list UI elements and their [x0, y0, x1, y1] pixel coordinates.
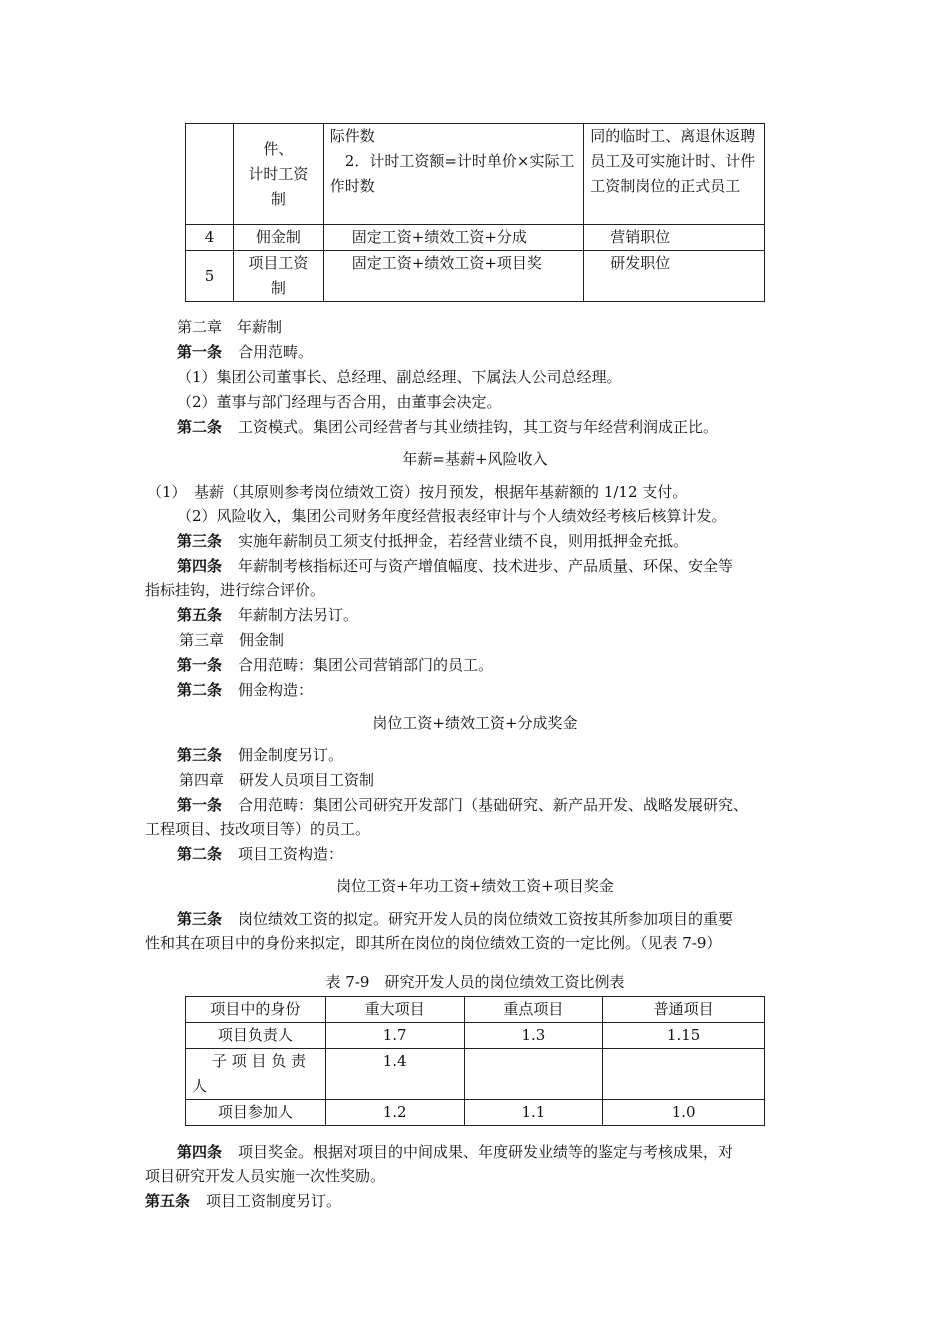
table-cell-scope: 研发职位 [584, 251, 765, 302]
list-item: （1）集团公司董事长、总经理、副总经理、下属法人公司总经理。 [177, 368, 622, 386]
table-cell-name [233, 251, 323, 302]
table-cell: 1.3 [464, 1023, 603, 1049]
article-label: 第三条 [177, 746, 223, 764]
salary-type-table [185, 123, 765, 302]
table-cell: 1.4 [325, 1049, 464, 1100]
article-text: 年薪制考核指标还可与资产增值幅度、技术进步、产品质量、环保、安全等 [238, 557, 734, 575]
table-cell [603, 1049, 765, 1100]
formula: 岗位工资+绩效工资+分成奖金 [372, 714, 578, 732]
chapter-title: 第四章 研发人员项目工资制 [179, 771, 375, 789]
article-continuation: 工程项目、技改项目等）的员工。 [145, 820, 371, 838]
table-cell-name: 佣金制 [233, 225, 323, 251]
article [177, 842, 343, 866]
ratio-table [185, 996, 765, 1126]
article-text: 佣金制度另订。 [238, 746, 344, 764]
table-cell: 项目负责人 [186, 1023, 326, 1049]
article [177, 907, 733, 931]
table-cell: 1.2 [325, 1100, 464, 1126]
table-cell-text: 件、 计时工资 制 [248, 139, 309, 208]
article-label: 第三条 [177, 910, 223, 928]
article-label: 第三条 [177, 532, 223, 550]
table-row [186, 124, 765, 225]
table-cell: 1.0 [603, 1100, 765, 1126]
article-label: 第一条 [177, 656, 223, 674]
table-cell-text: 子 项 目 负 责 人 [192, 1052, 307, 1095]
table-row [186, 251, 765, 302]
article-text: 年薪制方法另订。 [238, 606, 359, 624]
table-cell-scope: 营销职位 [584, 225, 765, 251]
chapter-title: 第二章 年薪制 [177, 318, 283, 336]
table-header: 重点项目 [464, 997, 603, 1023]
table-cell-text: 项目工资 制 [248, 254, 309, 297]
article [177, 340, 313, 364]
article-text: 岗位绩效工资的拟定。研究开发人员的岗位绩效工资按其所参加项目的重要 [238, 910, 734, 928]
article-label: 第二条 [177, 845, 223, 863]
article [177, 743, 343, 767]
table-row [186, 1023, 765, 1049]
formula: 年薪=基薪+风险收入 [402, 450, 548, 468]
article-label: 第二条 [177, 418, 223, 436]
paragraph: （2）风险收入，集团公司财务年度经营报表经审计与个人绩效经考核后核算计发。 [177, 507, 727, 525]
table-header: 重大项目 [325, 997, 464, 1023]
article-text: 项目奖金。根据对项目的中间成果、年度研发业绩等的鉴定与考核成果，对 [238, 1143, 734, 1161]
article [177, 653, 493, 677]
table-cell: 1.1 [464, 1100, 603, 1126]
table-cell: 1.15 [603, 1023, 765, 1049]
table-caption: 表 7-9 研究开发人员的岗位绩效工资比例表 [325, 973, 625, 991]
table-row [186, 1100, 765, 1126]
article-text: 项目工资构造： [238, 845, 344, 863]
table-cell-scope: 同的临时工、离退休返聘员工及可实施计时、计件工资制岗位的正式员工 [584, 124, 765, 225]
table-cell-formula: 固定工资+绩效工资+项目奖 [323, 251, 584, 302]
list-item: （2）董事与部门经理与否合用，由董事会决定。 [177, 393, 502, 411]
article [177, 1140, 733, 1164]
article-label: 第五条 [145, 1192, 191, 1210]
table-cell-no [186, 124, 234, 225]
article [177, 678, 313, 702]
paragraph: （1） 基薪（其原则参考岗位绩效工资）按月预发，根据年基薪额的 1/12 支付。 [147, 483, 688, 501]
chapter-title: 第三章 佣金制 [179, 631, 285, 649]
table-cell-no: 5 [186, 251, 234, 302]
article-text: 合用范畴。 [238, 343, 314, 361]
article [177, 529, 688, 553]
article-label: 第四条 [177, 1143, 223, 1161]
table-cell [186, 1049, 326, 1100]
article-label: 第五条 [177, 606, 223, 624]
table-cell: 项目参加人 [186, 1100, 326, 1126]
table-row [186, 1049, 765, 1100]
article-text: 工资模式。集团公司经营者与其业绩挂钩，其工资与年经营利润成正比。 [238, 418, 719, 436]
article-text: 佣金构造： [238, 681, 314, 699]
article-text: 实施年薪制员工须支付抵押金，若经营业绩不良，则用抵押金充抵。 [238, 532, 689, 550]
article [177, 603, 358, 627]
table-cell-formula [323, 124, 584, 225]
article-continuation: 性和其在项目中的身份来拟定，即其所在岗位的岗位绩效工资的一定比例。（见表 7-9） [145, 934, 722, 952]
article-text: 项目工资制度另订。 [206, 1192, 342, 1210]
article-text: 合用范畴：集团公司研究开发部门（基础研究、新产品开发、战略发展研究、 [238, 796, 749, 814]
article-label: 第一条 [177, 343, 223, 361]
table-row [186, 225, 765, 251]
table-header-row [186, 997, 765, 1023]
table-cell-name [233, 124, 323, 225]
table-cell-no: 4 [186, 225, 234, 251]
formula: 岗位工资+年功工资+绩效工资+项目奖金 [336, 877, 614, 895]
table-cell-text: 际件数 2．计时工资额=计时单价×实际工作时数 [329, 127, 575, 195]
table-cell-formula: 固定工资+绩效工资+分成 [323, 225, 584, 251]
table-cell [464, 1049, 603, 1100]
article [177, 415, 718, 439]
article [177, 554, 733, 578]
table-header: 项目中的身份 [186, 997, 326, 1023]
article [177, 793, 748, 817]
article-continuation: 项目研究开发人员实施一次性奖励。 [145, 1167, 386, 1185]
article [145, 1189, 341, 1213]
article-text: 合用范畴：集团公司营销部门的员工。 [238, 656, 494, 674]
article-continuation: 指标挂钩，进行综合评价。 [145, 581, 326, 599]
table-cell: 1.7 [325, 1023, 464, 1049]
article-label: 第一条 [177, 796, 223, 814]
article-label: 第四条 [177, 557, 223, 575]
table-header: 普通项目 [603, 997, 765, 1023]
article-label: 第二条 [177, 681, 223, 699]
